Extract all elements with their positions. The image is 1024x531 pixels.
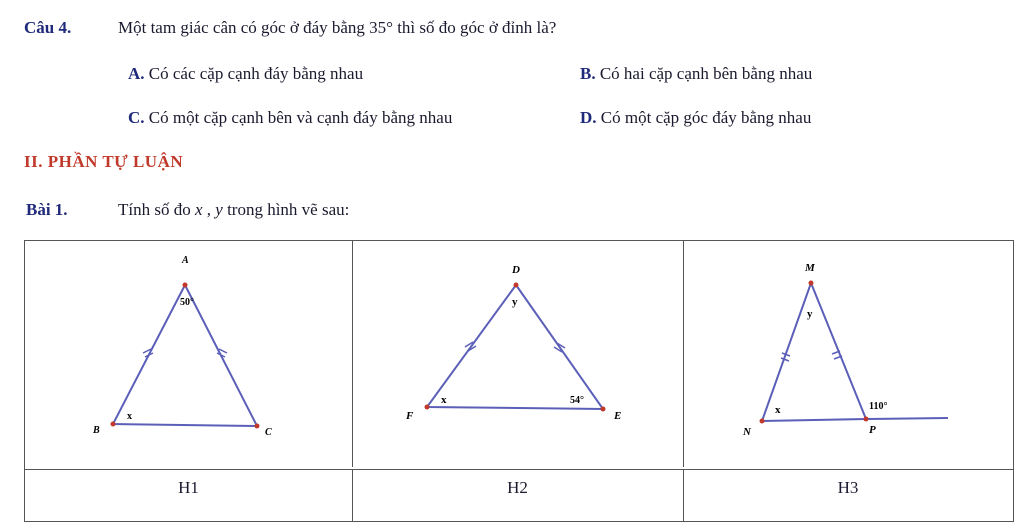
vertex-n-label: N bbox=[743, 426, 751, 438]
option-c-text: Có một cặp cạnh bên và cạnh đáy bằng nhau bbox=[148, 108, 453, 127]
question-text: Một tam giác cân có góc ở đáy bằng 35° thì số đo góc ở đỉnh là? bbox=[118, 18, 557, 37]
vertex-p-label: P bbox=[869, 424, 876, 436]
caption-h1: H1 bbox=[25, 470, 353, 522]
angle-d-label: y bbox=[512, 296, 518, 308]
vertex-b-label: B bbox=[93, 425, 100, 436]
figure-cell-h3 bbox=[683, 241, 1013, 467]
caption-row bbox=[25, 469, 1013, 522]
exercise-text-suffix: trong hình vẽ sau: bbox=[222, 200, 350, 219]
exercise-text-prefix: Tính số đo bbox=[118, 200, 195, 219]
vertex-d-label: D bbox=[512, 264, 520, 276]
triangle-h3 bbox=[683, 241, 1013, 467]
exercise-var-x: x bbox=[194, 200, 203, 219]
exercise-text bbox=[118, 200, 349, 220]
vertex-e-label: E bbox=[614, 410, 622, 422]
option-a[interactable] bbox=[128, 64, 363, 84]
vertex-m-label: M bbox=[805, 262, 815, 274]
vertex-c-label: C bbox=[265, 427, 272, 438]
option-d-text: Có một cặp góc đáy bằng nhau bbox=[600, 108, 812, 127]
angle-a-label: 50° bbox=[180, 297, 194, 308]
caption-h3: H3 bbox=[837, 478, 859, 497]
option-b[interactable] bbox=[580, 64, 812, 84]
option-b-text: Có hai cặp cạnh bên bằng nhau bbox=[599, 64, 813, 83]
option-a-letter: A. bbox=[128, 64, 145, 83]
option-b-letter: B. bbox=[580, 64, 596, 83]
triangle-h1 bbox=[25, 241, 352, 467]
vertex-a-label: A bbox=[182, 255, 189, 266]
caption-h2: H2 bbox=[352, 470, 684, 522]
figure-table bbox=[24, 240, 1014, 522]
option-c[interactable] bbox=[128, 108, 452, 128]
angle-m-label: y bbox=[807, 308, 813, 320]
figure-cell-h2 bbox=[352, 241, 684, 467]
angle-n-label: x bbox=[775, 404, 781, 416]
question-label: Câu 4. bbox=[24, 18, 72, 37]
exercise-label: Bài 1. bbox=[26, 200, 68, 219]
angle-e-label: 54° bbox=[570, 395, 584, 406]
option-d-letter: D. bbox=[580, 108, 597, 127]
option-a-text: Có các cặp cạnh đáy bằng nhau bbox=[148, 64, 364, 83]
figure-cell-h1 bbox=[25, 241, 353, 467]
triangle-h2 bbox=[352, 241, 683, 467]
option-d[interactable] bbox=[580, 108, 811, 128]
angle-f-label: x bbox=[441, 394, 447, 406]
exercise-separator: , bbox=[202, 200, 216, 219]
exercise-var-y: y bbox=[215, 200, 223, 219]
vertex-f-label: F bbox=[406, 410, 414, 422]
angle-b-label: x bbox=[127, 411, 132, 422]
angle-p-exterior-label: 110° bbox=[869, 401, 888, 412]
section-title: II. PHẦN TỰ LUẬN bbox=[24, 152, 184, 171]
option-c-letter: C. bbox=[128, 108, 145, 127]
